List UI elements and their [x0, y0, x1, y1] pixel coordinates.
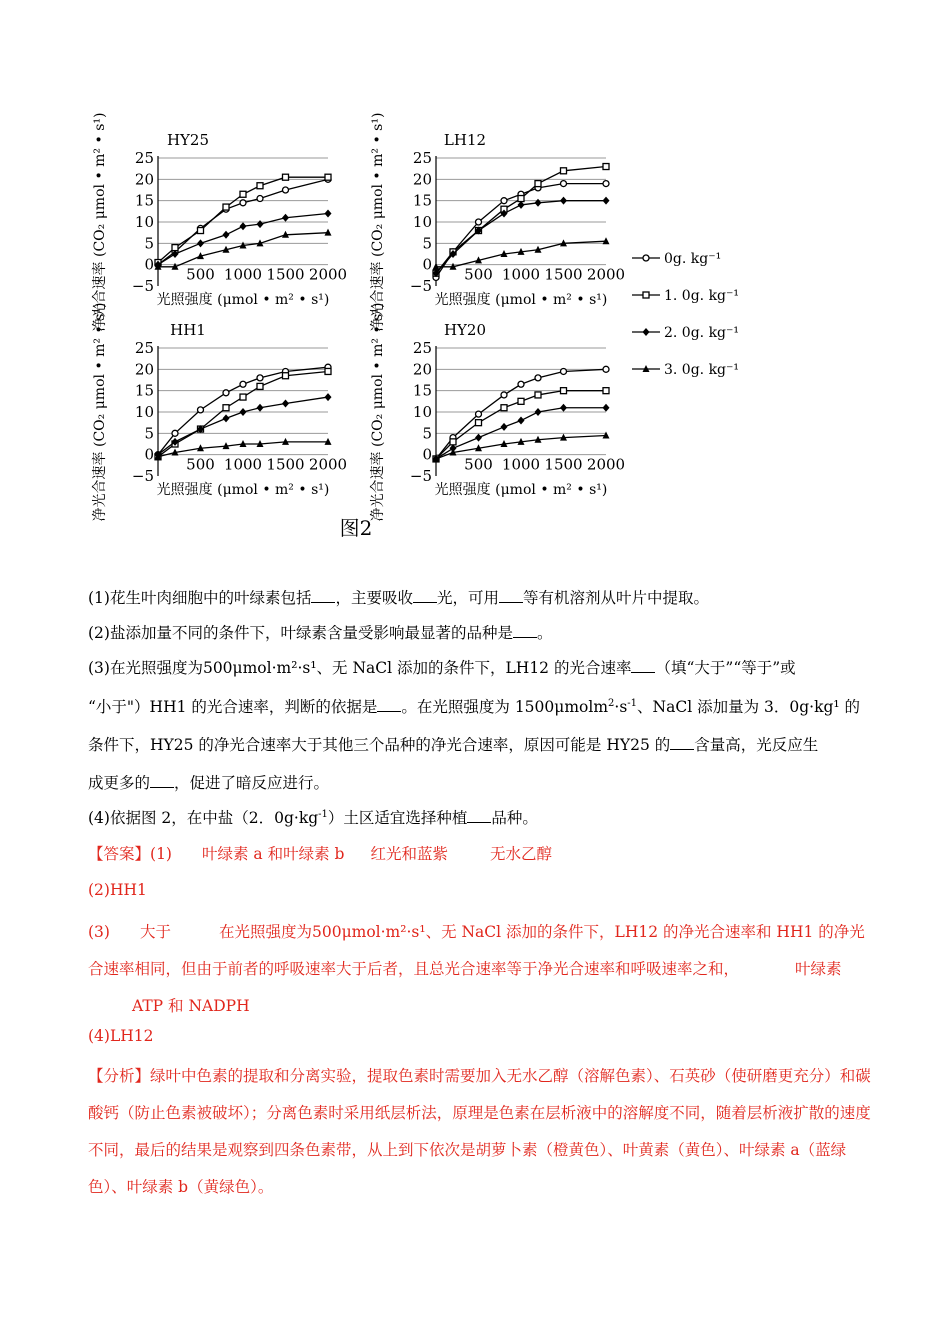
superscript: -1 — [627, 697, 638, 709]
answer-blank — [513, 623, 537, 638]
data-point — [535, 408, 542, 416]
data-point — [257, 404, 264, 412]
superscript: 2 — [608, 697, 615, 709]
data-point — [561, 168, 567, 174]
legend-marker — [643, 255, 649, 261]
data-point — [560, 197, 567, 205]
x-axis-label: 光照强度 (μmol • m² • s¹) — [434, 292, 608, 308]
data-point — [172, 430, 178, 436]
series-line — [436, 167, 606, 274]
y-tick-label: 10 — [134, 213, 154, 231]
data-point — [283, 174, 289, 180]
answer-blank — [311, 588, 335, 603]
y-tick-label: 10 — [134, 403, 154, 421]
data-point — [172, 245, 178, 251]
q3-text-f: 、NaCl 添加量为 3．0g·kg¹ 的 — [637, 698, 861, 716]
data-point — [240, 222, 247, 230]
y-tick-label: 25 — [134, 339, 154, 357]
data-point — [282, 214, 289, 222]
q3-text-j: ，促进了暗反应进行。 — [174, 774, 330, 792]
y-tick-label: 5 — [422, 424, 432, 443]
data-point — [240, 394, 246, 400]
y-tick-label: 20 — [134, 360, 154, 379]
x-tick-label: 2000 — [308, 265, 348, 284]
x-axis-label: 光照强度 (μmol • m² • s¹) — [434, 482, 608, 498]
answer-1-part-2: 红光和蓝紫 — [370, 845, 448, 863]
answer-tag: 【答案】 — [88, 845, 151, 863]
y-tick-label: 10 — [412, 213, 432, 231]
data-point — [223, 231, 230, 239]
chart-panel — [369, 113, 625, 332]
data-point — [501, 423, 508, 431]
question-3-line-1 — [88, 658, 873, 678]
x-tick-label: 1500 — [266, 265, 305, 284]
x-tick-label: 2000 — [586, 265, 626, 284]
data-point — [257, 220, 264, 228]
chart-panel — [369, 303, 625, 522]
data-point — [283, 373, 289, 379]
answer-4: (4)LH12 — [88, 1027, 154, 1045]
panel-title: HY20 — [443, 321, 487, 339]
data-point — [518, 381, 524, 387]
x-tick-label: 500 — [186, 455, 215, 474]
answer-blank — [670, 735, 694, 750]
y-tick-label: 15 — [412, 381, 432, 400]
y-tick-label: −5 — [409, 277, 432, 295]
y-tick-label: 0 — [422, 255, 432, 274]
legend-label: 1. 0g. kg⁻¹ — [664, 288, 740, 304]
data-point — [257, 375, 263, 381]
y-axis-label: 净光合速率 (CO₂ μmol • m² • s¹) — [92, 302, 108, 522]
data-point — [197, 239, 204, 247]
series-line — [158, 233, 328, 267]
panel-title: HH1 — [170, 321, 206, 339]
data-point — [223, 414, 230, 422]
answer-number: (1) — [150, 845, 172, 863]
q3-text-c: “小于"）HH1 的光合速率，判断的依据是 — [88, 698, 378, 716]
answer-3-part-2: 在光照强度为500μmol·m²·s¹、无 NaCl 添加的条件下，LH12 的净光合速率和 HH1 的净光合速率相同，但由于前者的呼吸速率大于后者，且总光合速率等于净光合速率和呼吸速率之和， — [88, 923, 865, 978]
data-point — [501, 392, 507, 398]
data-point — [518, 417, 525, 425]
data-point — [501, 198, 507, 204]
q1-text-b: ，主要吸收 — [335, 589, 413, 607]
y-tick-label: 20 — [412, 170, 432, 189]
y-tick-label: −5 — [131, 277, 154, 295]
q4-text-a: (4)依据图 2，在中盐（2．0g·kg — [88, 809, 319, 827]
answer-3-part-3: 叶绿素 — [795, 960, 842, 978]
data-point — [603, 366, 609, 372]
data-point — [561, 368, 567, 374]
data-point — [476, 219, 482, 225]
legend — [632, 251, 739, 378]
data-point — [240, 408, 247, 416]
q2-text-a: (2)盐添加量不同的条件下，叶绿素含量受影响最显著的品种是 — [88, 624, 513, 642]
data-point — [535, 181, 541, 187]
y-axis-label: 净光合速率 (CO₂ μmol • m² • s¹) — [370, 302, 386, 522]
panel-title: HY25 — [166, 131, 210, 149]
y-tick-label: 15 — [134, 191, 154, 210]
data-point — [325, 368, 331, 374]
data-point — [561, 181, 567, 187]
series-line — [436, 201, 606, 274]
question-3-line-3 — [88, 735, 873, 755]
x-tick-label: 1000 — [501, 455, 541, 474]
x-axis-label: 光照强度 (μmol • m² • s¹) — [156, 482, 330, 498]
data-point — [603, 164, 609, 170]
data-point — [476, 420, 482, 426]
y-tick-label: −5 — [409, 467, 432, 485]
data-point — [535, 375, 541, 381]
data-point — [198, 228, 204, 234]
answer-blank — [377, 697, 401, 712]
question-3-line-2 — [88, 697, 873, 717]
answer-2: (2)HH1 — [88, 881, 147, 899]
series-line — [158, 213, 328, 264]
x-axis-label: 光照强度 (μmol • m² • s¹) — [156, 292, 330, 308]
q2-text-b: 。 — [536, 624, 553, 642]
data-point — [257, 383, 263, 389]
x-tick-label: 1000 — [223, 265, 263, 284]
answer-blank — [499, 588, 523, 603]
x-tick-label: 500 — [186, 265, 215, 284]
data-point — [257, 183, 263, 189]
q3-text-e: ·s — [614, 698, 628, 716]
legend-marker — [643, 292, 649, 298]
data-point — [603, 388, 609, 394]
q1-text-a: (1)花生叶肉细胞中的叶绿素包括 — [88, 589, 312, 607]
data-point — [518, 196, 524, 202]
y-tick-label: 5 — [144, 234, 154, 253]
data-point — [535, 199, 542, 207]
answer-3-part-4: ATP 和 NADPH — [132, 997, 250, 1015]
y-axis-label: 净光合速率 (CO₂ μmol • m² • s¹) — [92, 112, 108, 332]
answer-1-part-1: 叶绿素 a 和叶绿素 b — [201, 845, 345, 863]
y-tick-label: 20 — [412, 360, 432, 379]
question-1 — [88, 588, 873, 608]
y-tick-label: 10 — [412, 403, 432, 421]
y-tick-label: 20 — [134, 170, 154, 189]
x-tick-label: 1500 — [266, 455, 305, 474]
data-point — [325, 174, 331, 180]
answer-3 — [88, 914, 873, 1025]
x-tick-label: 1000 — [223, 455, 263, 474]
data-point — [223, 204, 229, 210]
question-2 — [88, 623, 873, 643]
y-axis-label: 净光合速率 (CO₂ μmol • m² • s¹) — [370, 112, 386, 332]
data-point — [475, 434, 482, 442]
analysis-text: 绿叶中色素的提取和分离实验，提取色素时需要加入无水乙醇（溶解色素）、石英砂（使研磨更充分）和碳酸钙（防止色素被破坏）；分离色素时采用纸层析法，原理是色素在层析液中的溶解度不同，随着层析液扩散的速度不同，最后的结果是观察到四条色素带，从上到下依次是胡萝卜素（橙黄色）、叶黄素（黄色）、叶绿素 a（蓝绿色）、叶绿素 b（黄绿色）。 — [88, 1067, 871, 1196]
data-point — [257, 196, 263, 202]
answer-3-part-1: 大于 — [139, 923, 171, 941]
q3-text-h: 含量高，光反应生 — [694, 736, 819, 754]
data-point — [450, 439, 456, 445]
data-point — [325, 393, 332, 401]
y-tick-label: 25 — [412, 339, 432, 357]
answer-blank — [150, 773, 174, 788]
x-tick-label: 1000 — [501, 265, 541, 284]
answer-blank — [631, 658, 655, 673]
legend-label: 0g. kg⁻¹ — [664, 251, 722, 267]
data-point — [476, 411, 482, 417]
q3-text-a: (3)在光照强度为500μmol·m²·s¹、无 NaCl 添加的条件下，LH12 的光合速率 — [88, 659, 632, 677]
data-point — [325, 209, 332, 217]
y-tick-label: 0 — [144, 255, 154, 274]
q3-text-b: （填“大于”“等于”或 — [655, 659, 796, 677]
data-point — [603, 404, 610, 412]
analysis — [88, 1058, 873, 1206]
q4-text-c: 品种。 — [491, 809, 538, 827]
question-3-line-4 — [88, 773, 873, 793]
data-point — [560, 404, 567, 412]
legend-label: 2. 0g. kg⁻¹ — [664, 325, 740, 341]
series-line — [158, 177, 328, 262]
x-tick-label: 1500 — [544, 455, 583, 474]
answer-1-part-3: 无水乙醇 — [489, 845, 552, 863]
x-tick-label: 2000 — [308, 455, 348, 474]
answer-1 — [88, 844, 873, 864]
answer-blank — [467, 808, 491, 823]
data-point — [603, 181, 609, 187]
x-tick-label: 500 — [464, 265, 493, 284]
y-tick-label: 5 — [422, 234, 432, 253]
q3-text-d: 。在光照强度为 1500μmolm — [401, 698, 609, 716]
x-tick-label: 1500 — [544, 265, 583, 284]
answer-blank — [413, 588, 437, 603]
data-point — [535, 392, 541, 398]
y-tick-label: 5 — [144, 424, 154, 443]
x-tick-label: 500 — [464, 455, 493, 474]
chart-panel — [91, 113, 347, 332]
data-point — [198, 407, 204, 413]
legend-label: 3. 0g. kg⁻¹ — [664, 362, 740, 378]
data-point — [240, 381, 246, 387]
data-point — [283, 187, 289, 193]
data-point — [282, 399, 289, 407]
answer-number: (3) — [88, 923, 110, 941]
data-point — [240, 200, 246, 206]
q3-text-i: 成更多的 — [88, 774, 151, 792]
data-point — [240, 191, 246, 197]
y-tick-label: 15 — [134, 381, 154, 400]
figure-2 — [0, 0, 950, 560]
q1-text-c: 光，可用 — [436, 589, 499, 607]
superscript: -1 — [318, 808, 328, 820]
data-point — [223, 405, 229, 411]
y-tick-label: 15 — [412, 191, 432, 210]
y-tick-label: 25 — [412, 149, 432, 167]
data-point — [518, 398, 524, 404]
y-tick-label: 0 — [144, 445, 154, 464]
q1-text-d: 等有机溶剂从叶片中提取。 — [523, 589, 710, 607]
chart-panel — [91, 303, 347, 522]
data-point — [561, 388, 567, 394]
question-4 — [88, 808, 873, 828]
y-tick-label: −5 — [131, 467, 154, 485]
y-tick-label: 25 — [134, 149, 154, 167]
q3-text-g: 条件下，HY25 的净光合速率大于其他三个品种的净光合速率，原因可能是 HY25 的 — [88, 736, 671, 754]
y-tick-label: 0 — [422, 445, 432, 464]
data-point — [501, 405, 507, 411]
x-tick-label: 2000 — [586, 455, 626, 474]
data-point — [223, 390, 229, 396]
panel-title: LH12 — [443, 131, 487, 149]
q4-text-b: ）土区适宜选择种植 — [327, 809, 468, 827]
figure-caption: 图2 — [339, 516, 373, 540]
analysis-tag: 【分析】 — [88, 1067, 151, 1085]
legend-marker — [643, 328, 650, 336]
data-point — [603, 197, 610, 205]
